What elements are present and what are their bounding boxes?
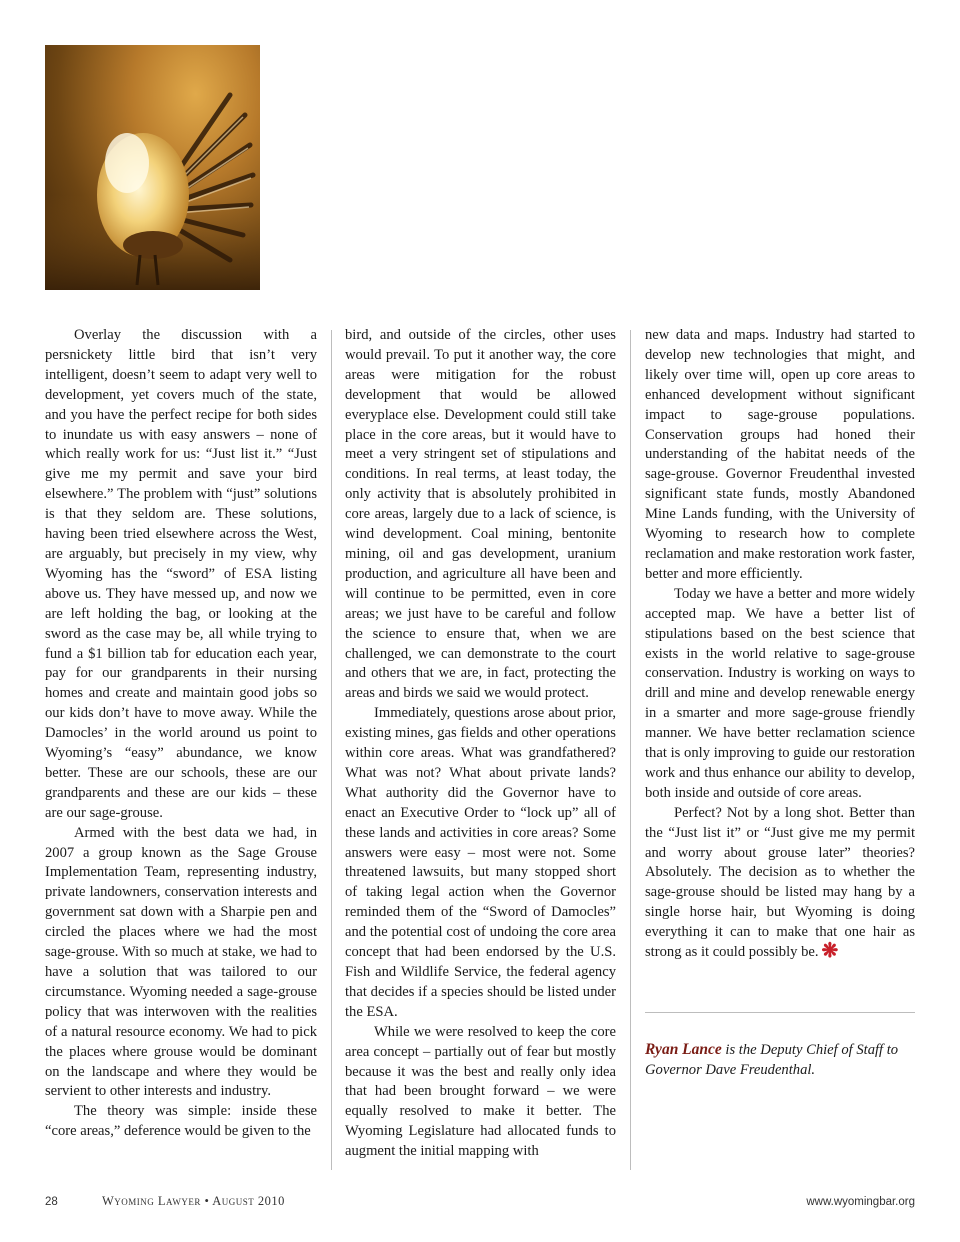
- paragraph-final: [645, 804, 915, 963]
- column-divider: [331, 330, 332, 1170]
- paragraph: bird, and outside of the circles, other uses would prevail. To put it another way, the core areas were mitigation for the robust development that would be allowed everyplace else. Development could still take place in the core areas, but it would have to meet a very stringent set of stipulations and conditions. In real terms, at least today, the only activity that is absolutely prohibited in core areas, largely due to a lack of science, is wind development. Coal mining, bentonite mining, oil and gas development, uranium production, and agriculture all have been and will continue to be permitted, even in core areas; we just have to be careful and follow the science to ensure that, when we are challenged, we can demonstrate to the court and others that we are, in fact, protecting the areas and birds we said we would protect.: [345, 327, 616, 702]
- article-column-2: [345, 326, 616, 1171]
- author-bio: [645, 1040, 920, 1080]
- paragraph: Today we have a better and more widely accepted map. We have a better list of stipulations based on the best science that exists in the world relative to sage-grouse conservation. Industry is working on ways to drill and mine and develop renewable energy in a smarter and more sage-grouse friendly manner. We have better reclamation science that is only improving to guide our restoration work and thus enhance our ability to develop, both inside and outside of core areas.: [645, 585, 915, 801]
- paragraph-text: Perfect? Not by a long shot. Better than the “Just list it” or “Just give me my permit and worry about grouse later” theories? Absolutely. The decision as to whether the sage-grouse should be listed may hang by a single horse hair, but Wyoming is doing everything it can to make that one hair as strong as it could possibly be.: [645, 804, 915, 961]
- article-column-1: [45, 326, 317, 1171]
- paragraph: Overlay the discussion with a persnickety little bird that isn’t very intelligent, doesn’t seem to adapt very well to development, yet covers much of the state, and you have the perfect recipe for both sides to inundate us with easy answers – none of which really work for us: “Just list it.” “Just give me my permit and save your bird elsewhere.” The problem with “just” solutions is that they seldom are. These solutions, having been tried elsewhere across the West, are arguably, but precisely in my view, why Wyoming has the “sword” of ESA listing above us. They have messed up, and now we are left holding the bag, or looking at the sword as the case may be, all while trying to fund a $1 billion tab for education each year, pay for our grandparents in their nursing homes and create and maintain good jobs so our kids don’t have to move away. While the Damocles’ in the world around us point to Wyoming’s “easy” abundance, we know better. These are our schools, these are our grandparents and these are our kids – these are our sage-grouse.: [45, 327, 317, 821]
- column-divider: [630, 330, 631, 1170]
- website-link[interactable]: www.wyomingbar.org: [806, 1196, 915, 1208]
- sage-grouse-photo: [45, 45, 260, 290]
- page-number: 28: [45, 1196, 58, 1208]
- paragraph: Armed with the best data we had, in 2007 a group known as the Sage Grouse Implementation Team, representing industry, private landowners, conservation interests and government sat down with a Sharpie pen and circled the places where we had the most sage-grouse. With so much at stake, we had to have a solution that was tailored to our circumstance. Wyoming needed a sage-grouse policy that was interwoven with the realities of a natural resource economy. We had to pick the places where grouse would be dominant on the landscape and where they would be servient to other interests and industry.: [45, 824, 317, 1100]
- paragraph: While we were resolved to keep the core area concept – partially out of fear but mostly because it was the best and really only idea that had been brought forward – we were equally resolved to make it better. The Wyoming Legislature had allocated funds to augment the initial mapping with: [345, 1023, 616, 1160]
- paragraph: Immediately, questions arose about prior, existing mines, gas fields and other operations within core areas. What was grandfathered? What was not? What about private lands? What authority did the Governor have to enact an Executive Order to “lock up” all of these lands and activities in core areas? Some answers were easy – most were not. Some threatened lawsuits, but many stopped short of taking legal action when the Governor reminded them of the “Sword of Damocles” and the potential cost of undoing the core area concept that had been endorsed by the U.S. Fish and Wildlife Service, the federal agency that decides if a species should be listed under the ESA.: [345, 705, 616, 1020]
- paragraph: new data and maps. Industry had started to develop new technologies that might, and likely over time will, open up core areas to enhanced development without significant impact to sage-grouse populations. Conservation groups had honed their understanding of the habitat needs of the sage-grouse. Governor Freudenthal invested significant state funds, mostly Abandoned Mine Lands funding, with the University of Wyoming to research how to complete reclamation and make restoration work faster, better and more efficiently.: [645, 327, 915, 582]
- author-description: is the Deputy Chief of Staff to Governor Dave Freudenthal.: [645, 1042, 899, 1078]
- sage-grouse-illustration: [45, 45, 260, 290]
- author-name: Ryan Lance: [645, 1041, 722, 1058]
- paragraph: The theory was simple: inside these “core areas,” deference would be given to the: [45, 1103, 317, 1140]
- publication-name: Wyoming Lawyer • August 2010: [102, 1194, 285, 1208]
- bio-divider: [645, 1012, 915, 1013]
- end-mark-icon: ❋: [821, 940, 839, 963]
